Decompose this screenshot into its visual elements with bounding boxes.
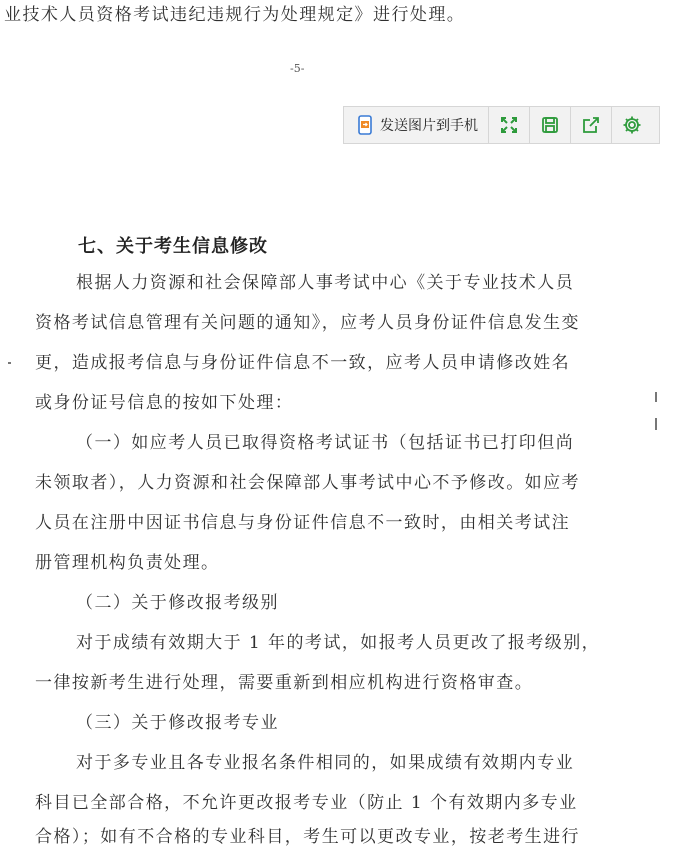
phone-send-icon [356, 115, 374, 135]
send-to-phone-button[interactable] [344, 107, 489, 143]
share-icon [582, 116, 600, 134]
body-line: 册管理机构负责处理。 [35, 553, 220, 573]
section-heading: 七、关于考生信息修改 [78, 236, 268, 257]
scan-speck [655, 392, 657, 402]
settings-button[interactable] [612, 107, 652, 143]
body-line: 更，造成报考信息与身份证件信息不一致，应考人员申请修改姓名 [35, 353, 571, 373]
image-toolbar [343, 106, 660, 144]
body-line: 未领取者），人力资源和社会保障部人事考试中心不予修改。如应考 [35, 473, 580, 493]
fullscreen-button[interactable] [489, 107, 530, 143]
body-line: 根据人力资源和社会保障部人事考试中心《关于专业技术人员 [76, 273, 575, 293]
body-line: 科目已全部合格，不允许更改报考专业（防止 1 个有效期内多专业 [35, 793, 578, 813]
scan-speck [8, 362, 11, 364]
body-line: （一）如应考人员已取得资格考试证书（包括证书已打印但尚 [76, 433, 575, 453]
body-line: 对于多专业且各专业报名条件相同的，如果成绩有效期内专业 [76, 753, 575, 773]
subsection-heading: （二）关于修改报考级别 [76, 593, 279, 613]
fullscreen-icon [500, 116, 518, 134]
body-line: 人员在注册中因证书信息与身份证件信息不一致时，由相关考试注 [35, 513, 571, 533]
share-button[interactable] [571, 107, 612, 143]
save-icon [541, 116, 559, 134]
page-number: -5- [290, 62, 305, 75]
body-line: 或身份证号信息的按如下处理： [35, 393, 294, 413]
top-text-line: 业技术人员资格考试违纪违规行为处理规定》进行处理。 [4, 5, 466, 25]
body-line: 对于成绩有效期大于 1 年的考试，如报考人员更改了报考级别， [76, 633, 601, 653]
scan-speck [655, 418, 657, 430]
body-line: 合格）；如有不合格的专业科目，考生可以更改专业，按老考生进行 [35, 827, 580, 847]
body-line: 一律按新考生进行处理，需要重新到相应机构进行资格审查。 [35, 673, 534, 693]
subsection-heading: （三）关于修改报考专业 [76, 713, 279, 733]
gear-icon [622, 115, 642, 135]
send-to-phone-label: 发送图片到手机 [380, 118, 478, 134]
save-button[interactable] [530, 107, 571, 143]
body-line: 资格考试信息管理有关问题的通知》，应考人员身份证件信息发生变 [35, 313, 580, 333]
